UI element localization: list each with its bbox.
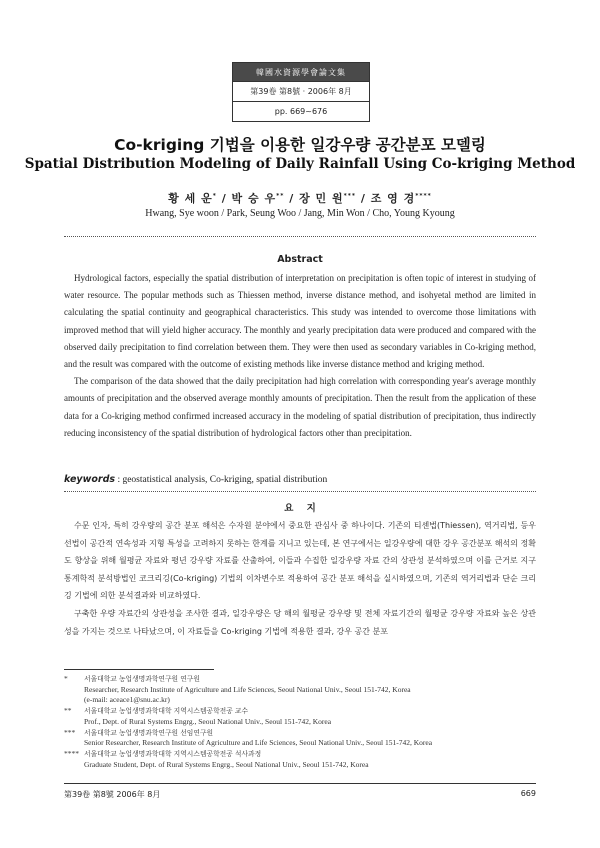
author-name: 박 승 우 <box>231 192 277 205</box>
authors-korean <box>0 190 600 206</box>
author-separator: / <box>284 192 300 205</box>
footnote-mark: * <box>64 674 68 683</box>
abstract-paragraph: Hydrological factors, especially the spatial distribution of interpretation on precipitation is often topic of interest in studying of water resource. The popular methods such as Thiessen method, inverse distance method, and isohyetal method are limited in calculating the spatial continuity and geographical characteristics. This study was intended to overcome those limitations with improved method that will yield higher accuracy. The monthly and yearly precipitation data were produced and compared with the observed daily precipitation to find correlation between them. They were then used as secondary variables in Co-kriging method, and the result was compared with the outcome of existing methods like inverse distance method and kriging method. <box>64 273 536 370</box>
footnotes <box>64 674 536 770</box>
footnote-english: Graduate Student, Dept. of Rural Systems Engrg., Seoul National Univ., Seoul 151-742, Korea <box>84 759 369 769</box>
footer-rule <box>64 783 536 784</box>
footnote-email: (e-mail: aceace1@snu.ac.kr) <box>84 695 170 705</box>
footnote-english: Prof., Dept. of Rural Systems Engrg., Seoul National Univ., Seoul 151-742, Korea <box>84 716 332 726</box>
journal-volume-issue: 第39卷 第8號 · 2006年 8月 <box>233 81 369 101</box>
summary-paragraph: 구축한 우량 자료간의 상관성을 조사한 결과, 일강우량은 당 해의 월평균 강우량 및 전체 자료기간의 월평균 강우량 자료와 높은 상관성을 가지는 것으로 나타났으며, 이 자료들을 Co-kriging 기법에 적용한 결과, 강우 공간 분포 <box>64 608 536 636</box>
footnote <box>64 674 536 706</box>
author-separator: / <box>216 192 232 205</box>
summary-korean <box>64 517 536 640</box>
keywords-label: keywords <box>64 474 116 485</box>
author-name: 조 영 경 <box>370 192 416 205</box>
footnote <box>64 749 536 770</box>
footnote-korean: 서울대학교 농업생명과학연구원 연구원 <box>84 675 200 683</box>
footnote-mark: *** <box>64 727 76 737</box>
keywords <box>64 474 327 485</box>
abstract-body <box>64 270 536 442</box>
footnote-korean: 서울대학교 농업생명과학대학 지역시스템공학전공 교수 <box>84 707 249 716</box>
author-name: 황 세 운 <box>168 192 213 205</box>
summary-heading: 요 지 <box>284 503 316 514</box>
journal-info-box <box>232 62 370 122</box>
footnote <box>64 728 536 749</box>
footnote-rule <box>64 669 214 670</box>
footnote-korean: 서울대학교 농업생명과학대학 지역시스템공학전공 석사과정 <box>84 749 262 758</box>
author-mark: **** <box>415 192 432 200</box>
divider <box>64 491 536 492</box>
footnote-english: Researcher, Research Institute of Agriculture and Life Sciences, Seoul National Univ., Seoul 151-742, Korea <box>84 684 411 694</box>
footnote <box>64 706 536 727</box>
footer-journal-info: 第39卷 第8號 2006年 8月 <box>64 790 161 799</box>
journal-pages: pp. 669~676 <box>233 101 369 121</box>
title-korean: Co-kriging 기법을 이용한 일강우량 공간분포 모델링 <box>114 136 486 154</box>
author-mark: *** <box>343 192 357 200</box>
title-english: Spatial Distribution Modeling of Daily Rainfall Using Co-kriging Method <box>24 156 576 172</box>
abstract-paragraph: The comparison of the data showed that the daily precipitation had high correlation with corresponding year's average monthly amounts of precipitation and the observed average monthly amounts of precipitation. Then the result from the application of these data for a Co-kriging method confirmed increased accuracy in the modeling of spatial distribution of precipitation, thus indirectly reducing inconsistency of the spatial distribution of hydrological factors other than precipitation. <box>64 376 536 438</box>
author-separator: / <box>356 192 371 205</box>
page-number: 669 <box>520 789 536 798</box>
author-mark: ** <box>276 192 285 200</box>
footnote-mark: ** <box>64 706 72 716</box>
author-mark: * <box>212 192 217 200</box>
abstract-heading: Abstract <box>277 254 323 265</box>
footnote-mark: **** <box>64 748 79 758</box>
keywords-list: : geostatistical analysis, Co-kriging, spatial distribution <box>115 475 328 485</box>
authors-english: Hwang, Sye woon / Park, Seung Woo / Jang, Min Won / Cho, Young Kyoung <box>145 208 455 219</box>
footnote-korean: 서울대학교 농업생명과학연구원 선임연구원 <box>84 728 214 737</box>
divider <box>64 236 536 237</box>
journal-name: 韓國水資源學會論文集 <box>233 63 369 81</box>
author-name: 장 민 원 <box>299 192 344 205</box>
summary-paragraph: 수문 인자, 특히 강우량의 공간 분포 해석은 수자원 분야에서 중요한 관심사 중 하나이다. 기존의 티센법(Thiessen), 역거리법, 등우선법이 공간적 연속성과 지형 특성을 고려하지 못하는 한계를 지니고 있는데, 본 연구에서는 일강우량에 대한 강우 공간분포 해석의 정확도 향상을 위해 월평균 자료와 평년 강우량 자료를 산출하여, 이들과 수집한 일강우량 자료 간의 상관성 분석하였으며 이를 근거로 지구통계학적 분석방법인 코크리깅(Co-kriging) 기법의 이차변수로 적용하여 공간 분포 해석을 실시하였으며, 기존의 역거리법과 단순 크리깅 기법에 의한 분석결과와 비교하였다. <box>64 521 536 601</box>
footnote-english: Senior Researcher, Research Institute of Agriculture and Life Sciences, Seoul National Univ., Seoul 151-742, Korea <box>84 738 433 748</box>
